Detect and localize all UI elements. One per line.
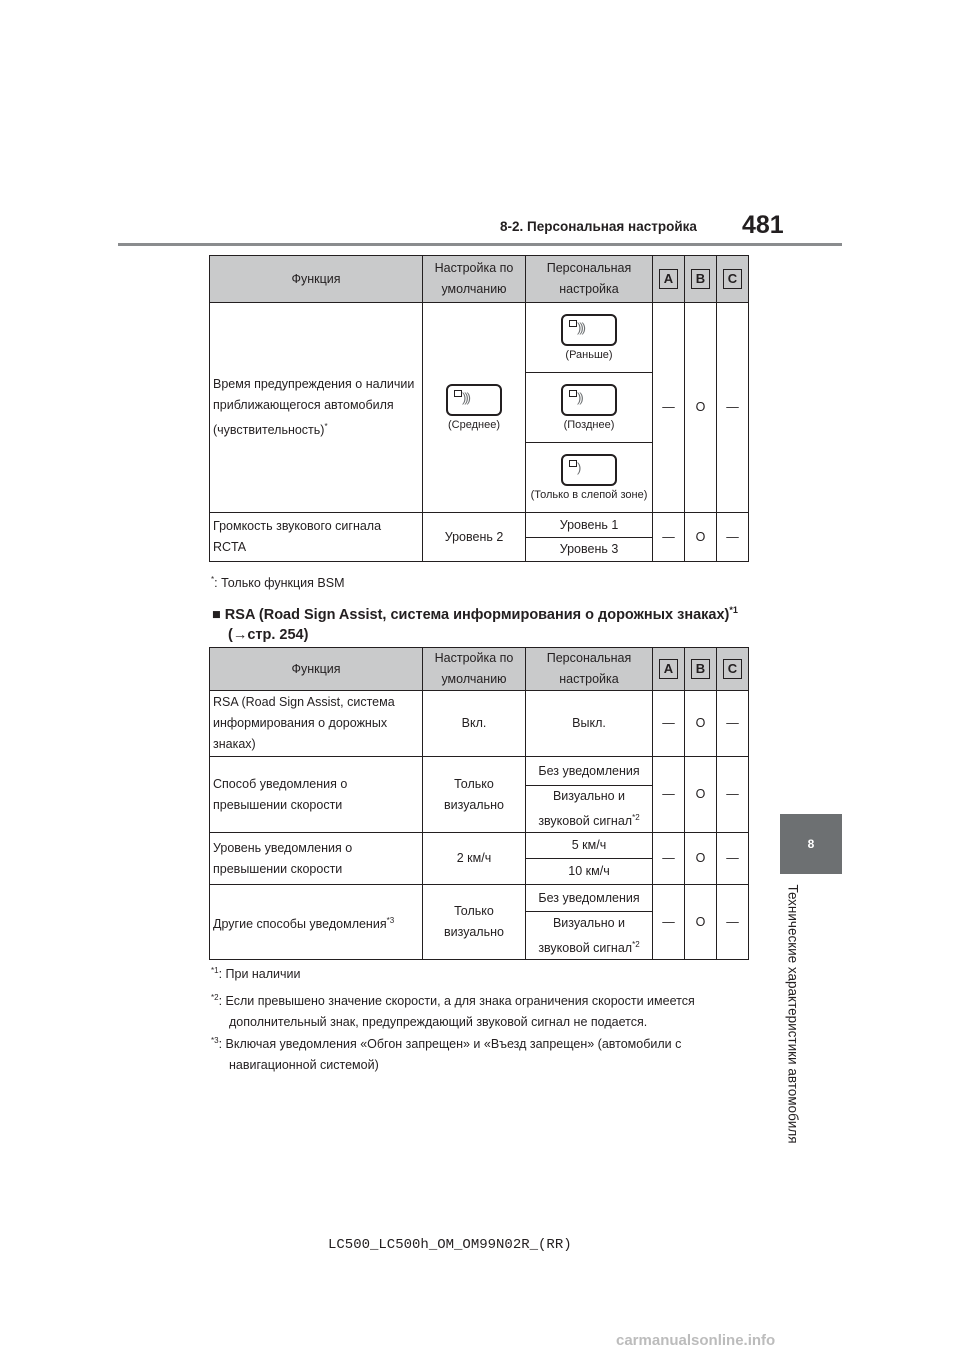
header-custom: Персональная настройка (526, 648, 653, 691)
chapter-tab: 8 (780, 814, 842, 874)
col-c-value: — (717, 303, 749, 513)
section-heading: ■ RSA (Road Sign Assist, система информирования о дорожных знаках)$^{*1}$ (→стр. 254) (212, 605, 738, 643)
col-b-value: O (685, 303, 717, 513)
letter-b-badge: B (691, 269, 710, 289)
row-default: Вкл. (423, 691, 526, 757)
rsa-settings-table (209, 647, 749, 960)
option-no-notification: Без уведомления (526, 757, 653, 786)
bsm-settings-table (209, 255, 749, 562)
header-c (717, 648, 749, 691)
option-level-1: Уровень 1 (526, 513, 653, 538)
letter-a-badge: A (659, 659, 678, 679)
option-off: Выкл. (526, 691, 653, 757)
header-b (685, 648, 717, 691)
table-row (210, 833, 749, 859)
col-a-value: — (653, 513, 685, 562)
col-a-value: — (653, 885, 685, 960)
row-function: Громкость звукового сигнала RCTA (210, 513, 423, 562)
display-icon: )) (561, 384, 617, 416)
row-function: Способ уведомления о превышении скорости (210, 757, 423, 833)
letter-b-badge: B (691, 659, 710, 679)
document-code: LC500_LC500h_OM_OM99N02R_(RR) (328, 1237, 572, 1253)
footnote-star: *: Только функция BSM (211, 575, 345, 591)
header-a (653, 256, 685, 303)
option-10-kmh: 10 км/ч (526, 859, 653, 885)
col-a-value: — (653, 757, 685, 833)
page-number: 481 (742, 211, 784, 239)
display-icon: ))) (446, 384, 502, 416)
row-function: Другие способы уведомления$^{*3}$ (210, 885, 423, 960)
row-default: Только визуально (423, 757, 526, 833)
row-default: ))) (Среднее) (423, 303, 526, 513)
col-a-value: — (653, 303, 685, 513)
chapter-title: Технические характеристики автомобиля (785, 884, 801, 1144)
header-default: Настройка по умолчанию (423, 648, 526, 691)
footnote-3: $^{*3}$: Включая уведомления «Обгон запрещен» и «Въезд запрещен» (автомобили с навигационной системой) (211, 1036, 682, 1073)
row-function: RSA (Road Sign Assist, система информирования о дорожных знаках) (210, 691, 423, 757)
letter-c-badge: C (723, 269, 742, 289)
col-b-value: O (685, 513, 717, 562)
option-visual-and-sound: Визуально и звуковой сигнал$^{*2}$ (526, 786, 653, 833)
col-a-value: — (653, 833, 685, 885)
col-c-value: — (717, 513, 749, 562)
header-custom: Персональная настройка (526, 256, 653, 303)
footnote-1: $^{*1}$: При наличии (211, 966, 301, 982)
row-default: 2 км/ч (423, 833, 526, 885)
col-a-value: — (653, 691, 685, 757)
col-c-value: — (717, 833, 749, 885)
col-c-value: — (717, 757, 749, 833)
option-blind-spot-only: ) (Только в слепой зоне) (526, 443, 653, 513)
table-row (210, 691, 749, 757)
section-header-title: 8-2. Персональная настройка (500, 219, 697, 234)
col-b-value: O (685, 757, 717, 833)
row-default: Только визуально (423, 885, 526, 960)
header-c (717, 256, 749, 303)
header-function: Функция (210, 256, 423, 303)
header-a (653, 648, 685, 691)
header-function: Функция (210, 648, 423, 691)
row-function: Время предупреждения о наличии приближающегося автомобиля (чувствительность)* (210, 303, 423, 513)
col-c-value: — (717, 885, 749, 960)
option-later: )) (Позднее) (526, 373, 653, 443)
display-icon: ) (561, 454, 617, 486)
option-5-kmh: 5 км/ч (526, 833, 653, 859)
table-row (210, 513, 749, 538)
option-no-notification: Без уведомления (526, 885, 653, 912)
option-visual-and-sound: Визуально и звуковой сигнал$^{*2}$ (526, 912, 653, 960)
header-divider (118, 243, 842, 246)
col-c-value: — (717, 691, 749, 757)
chapter-side-label (778, 883, 808, 1145)
footnote-2: $^{*2}$: Если превышено значение скорости, а для знака ограничения скорости имеется дополнительный знак, предупреждающий звуковой сигнал не подается. (211, 993, 695, 1030)
col-b-value: O (685, 691, 717, 757)
display-icon: ))) (561, 314, 617, 346)
letter-a-badge: A (659, 269, 678, 289)
option-level-3: Уровень 3 (526, 538, 653, 562)
option-earlier: ))) (Раньше) (526, 303, 653, 373)
watermark: carmanualsonline.info (616, 1332, 776, 1349)
table-row (210, 303, 749, 373)
row-function: Уровень уведомления о превышении скорости (210, 833, 423, 885)
table-header-row (210, 256, 749, 303)
header-default: Настройка по умолчанию (423, 256, 526, 303)
table-row (210, 757, 749, 786)
table-row (210, 885, 749, 912)
table-header-row (210, 648, 749, 691)
col-b-value: O (685, 885, 717, 960)
col-b-value: O (685, 833, 717, 885)
letter-c-badge: C (723, 659, 742, 679)
row-default: Уровень 2 (423, 513, 526, 562)
header-b (685, 256, 717, 303)
